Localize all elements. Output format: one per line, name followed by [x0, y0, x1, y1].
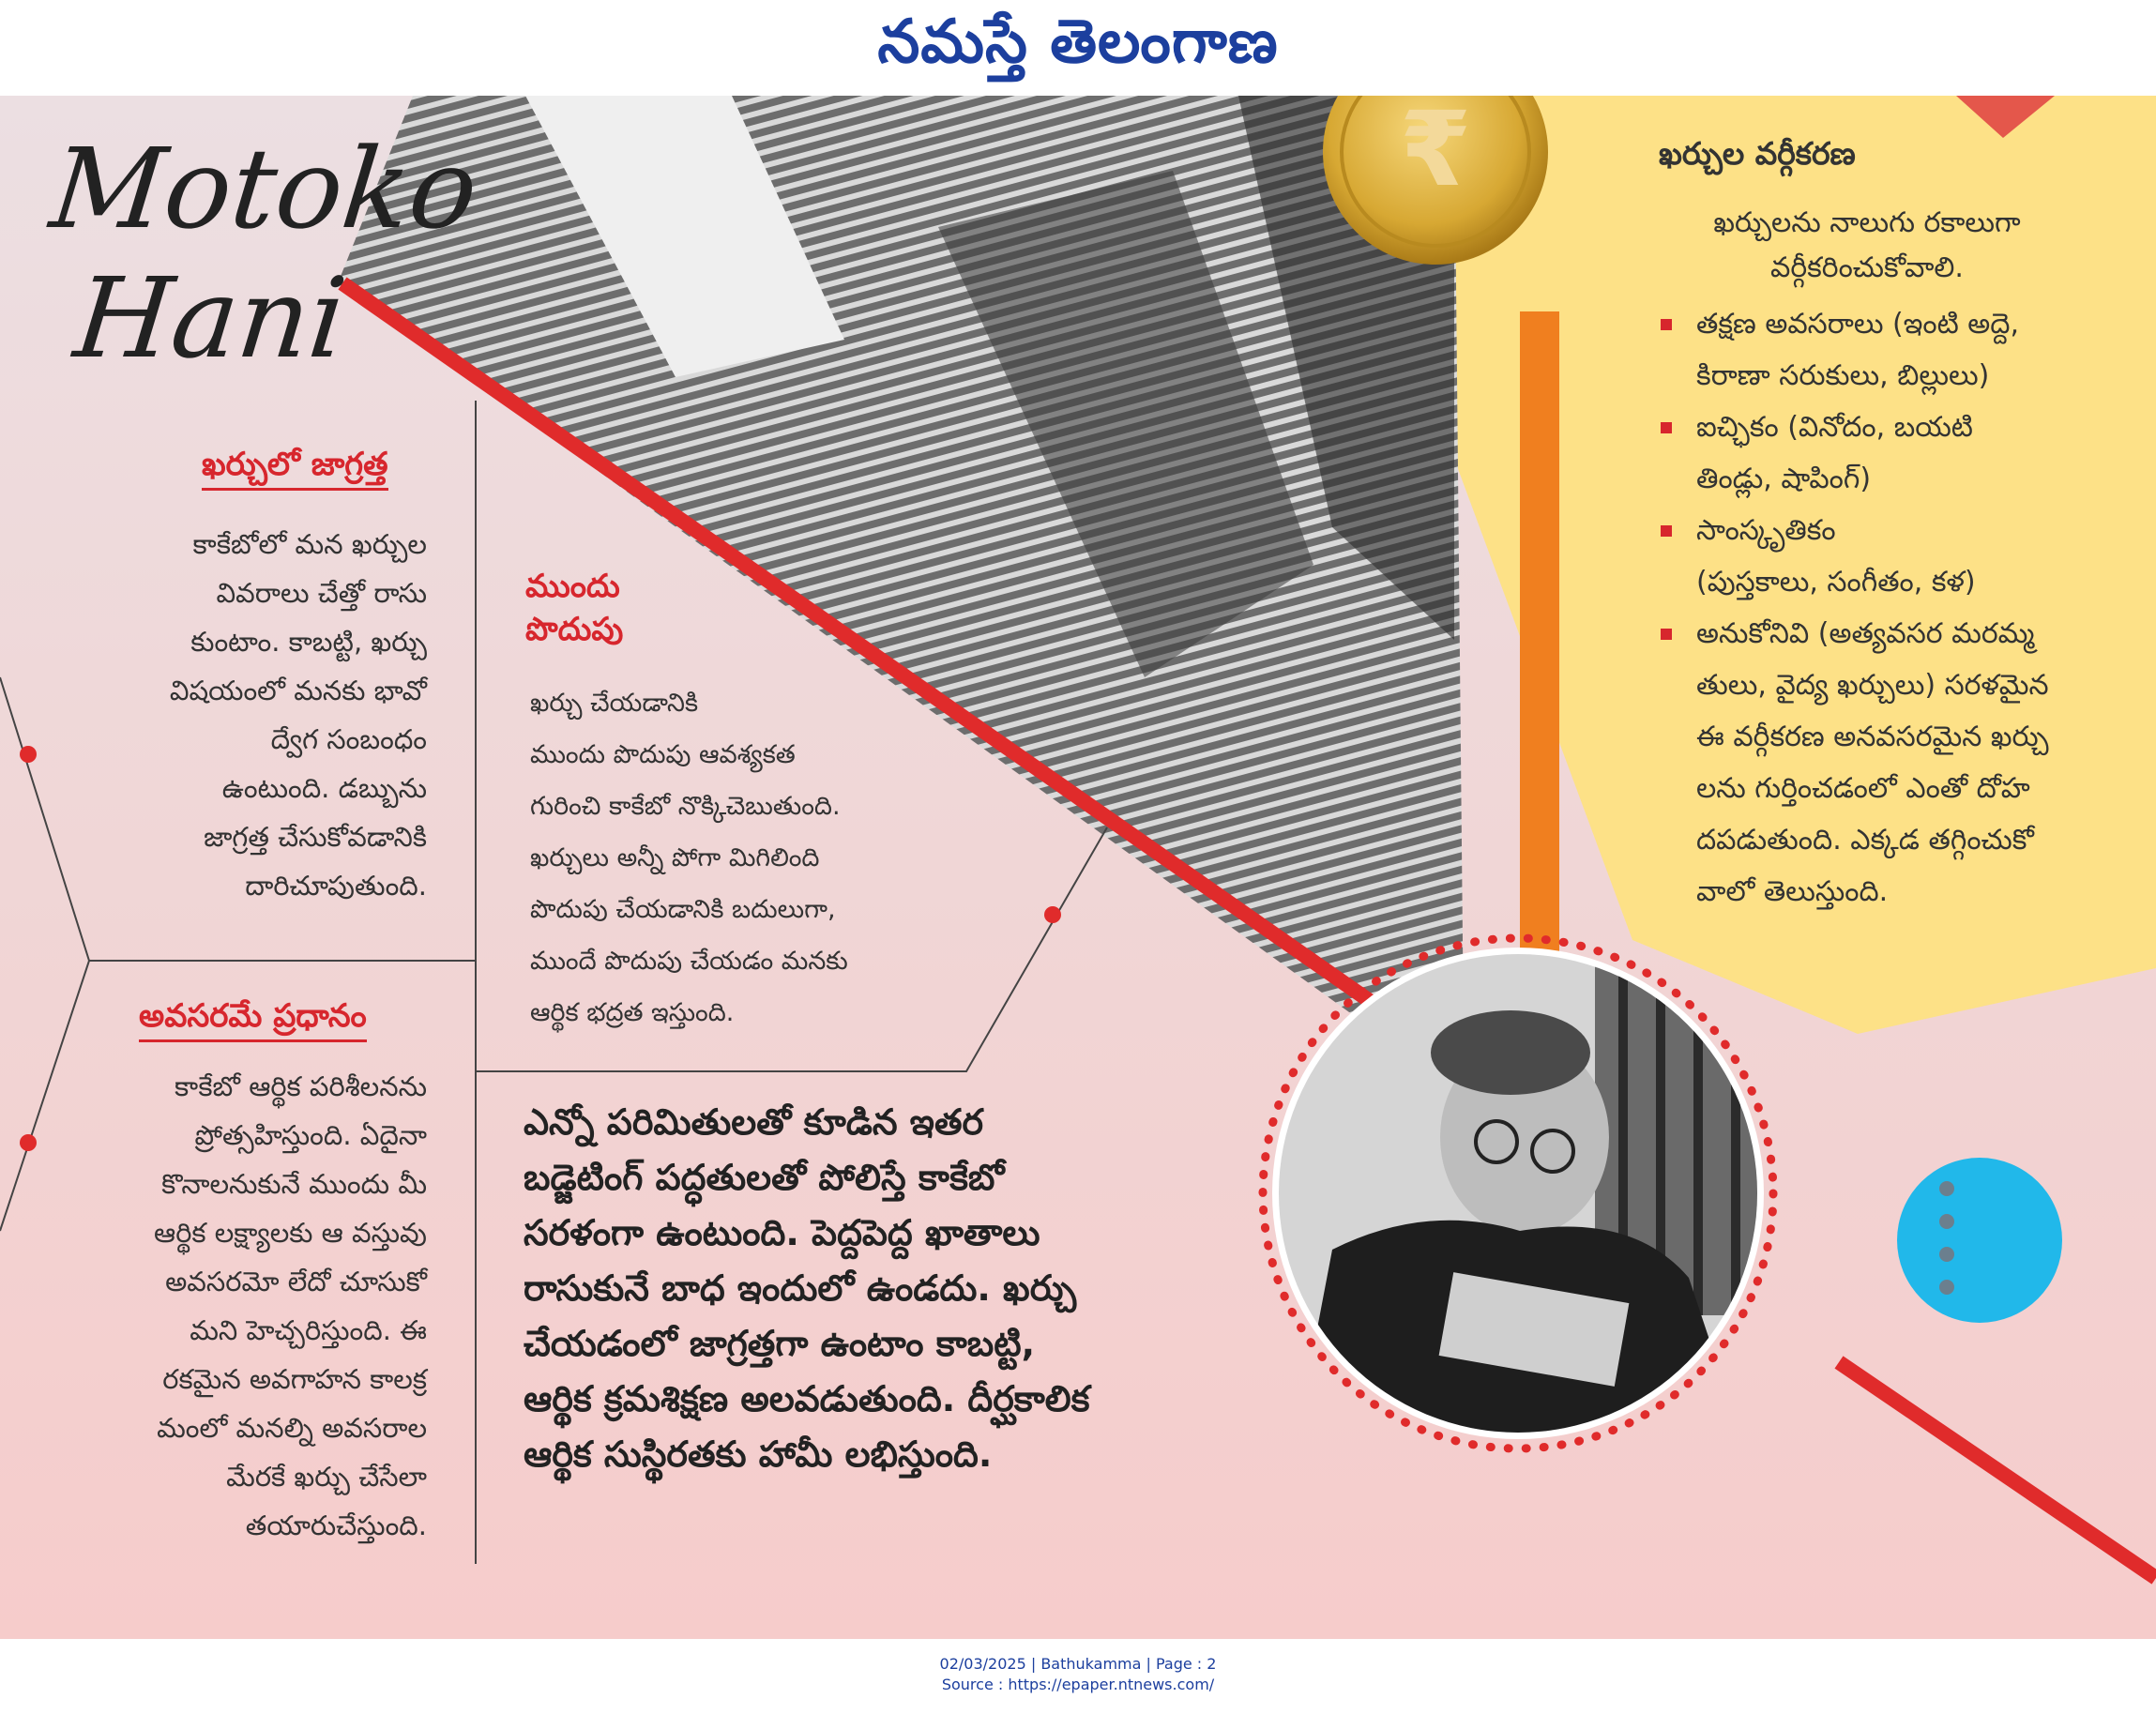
masthead-logo: నమస్తే తెలంగాణ [877, 8, 1279, 77]
main-paragraph-line: చేయడంలో జాగ్రత్తగా ఉంటాం కాబట్టి, [524, 1323, 1036, 1364]
main-paragraph-line: ఆర్థిక సుస్థిరతకు హామీ లభిస్తుంది. [524, 1433, 993, 1475]
section3-line: ఖర్చులు అన్నీ పోగా మిగిలింది [530, 843, 820, 872]
classification-tail-line: ఈ వర్గీకరణ అనవసరమైన ఖర్చు [1696, 720, 2049, 753]
classification-tail-line: లను గుర్తించడంలో ఎంతో దోహ [1696, 772, 2030, 805]
section2-line: కాకేబో ఆర్థిక పరిశీలనను [175, 1070, 427, 1102]
classification-item-line: తులు, వైద్య ఖర్చులు) సరళమైన [1696, 669, 2049, 702]
section2-line: రకమైన అవగాహన కాలక్ర [162, 1363, 427, 1395]
masthead [0, 0, 2156, 94]
orange-bar [1520, 311, 1559, 1043]
section2-body [75, 1062, 427, 1550]
section2-line: ఆర్థిక లక్ష్యాలకు ఆ వస్తువు [154, 1217, 427, 1249]
section2-line: అవసరమో లేదో చూసుకో [165, 1266, 427, 1297]
classification-tail-line: దపడుతుంది. ఎక్కడ తగ్గించుకో [1696, 824, 2034, 857]
section2-line: మేరకే ఖర్చు చేసేలా [226, 1461, 427, 1493]
section2-line: తయారుచేస్తుంది. [245, 1509, 427, 1541]
classification-intro-line: వర్గీకరించుకోవాలి. [1770, 251, 1964, 284]
section3-line: ఆర్థిక భద్రత ఇస్తుంది. [530, 998, 735, 1027]
section1-line: ద్వేగ సంబంధం [270, 723, 427, 755]
section1-body [94, 520, 427, 910]
main-paragraph-line: ఆర్థిక క్రమశిక్షణ అలవడుతుంది. దీర్ఘకాలిక [524, 1378, 1090, 1419]
section3-line: పొదుపు చేయడానికి బదులుగా, [530, 895, 836, 924]
section1-heading: ఖర్చులో జాగ్రత్త [202, 443, 388, 491]
section3-line: గురించి కాకేబో నొక్కిచెబుతుంది. [530, 792, 841, 821]
footer-date-line: 02/03/2025 | Bathukamma | Page : 2 [939, 1655, 1217, 1673]
bullet-icon [1661, 422, 1672, 433]
bullet-icon [1661, 629, 1672, 640]
section1-line: వివరాలు చేత్తో రాసు [216, 577, 427, 609]
section1-line: దారిచూపుతుంది. [245, 870, 427, 902]
section3-line: ఖర్చు చేయడానికి [530, 689, 699, 718]
classification-item [1661, 298, 2111, 402]
article-panel [0, 96, 2156, 1639]
title-line-2: Hani [68, 253, 353, 383]
bullet-icon [1661, 319, 1672, 330]
bullet-icon [1661, 525, 1672, 537]
section3-heading-line: ముందు [525, 568, 620, 605]
main-paragraph [524, 1095, 1237, 1482]
section3-line: ముందు పొదుపు ఆవశ్యకత [530, 740, 796, 769]
classification-item-line: తక్షణ అవసరాలు (ఇంటి అద్దె, [1696, 308, 2019, 341]
classification-tail-line: వాలో తెలుస్తుంది. [1696, 875, 1889, 908]
classification-title: ఖర్చుల వర్గీకరణ [1659, 135, 1856, 172]
classification-item-line: సాంస్కృతికం [1696, 514, 1836, 547]
title-line-1: Motoko [45, 124, 484, 253]
section1-line: కాకేబో‌లో మన ఖర్చుల [192, 528, 427, 560]
classification-item [1661, 402, 2111, 505]
classification-item-line: (పుస్తకాలు, సంగీతం, కళ) [1696, 566, 1976, 599]
page-footer [0, 1654, 2156, 1695]
section3-heading [525, 565, 623, 651]
classification-item [1661, 505, 2111, 608]
main-paragraph-line: రాసుకునే బాధ ఇందులో ఉండదు. ఖర్చు [524, 1267, 1077, 1309]
section2-line: మని హెచ్చరిస్తుంది. ఈ [190, 1314, 427, 1346]
svg-text:₹: ₹ [1399, 96, 1472, 209]
main-paragraph-line: బడ్జెటింగ్ పద్ధతులతో పోలిస్తే కాకేబో [524, 1157, 1005, 1198]
main-paragraph-line: సరళంగా ఉంటుంది. పెద్దపెద్ద ఖాతాలు [524, 1212, 1040, 1253]
classification-item-line: ఐచ్ఛికం (వినోదం, బయటి [1696, 411, 1973, 444]
section1-line: కుంటాం. కాబట్టి, ఖర్చు [190, 626, 427, 658]
section1-line: విషయంలో మనకు భావో [169, 675, 427, 706]
section1-line: ఉంటుంది. డబ్బును [221, 772, 427, 804]
classification-item-line: తిండ్లు, షాపింగ్) [1696, 463, 1872, 495]
classification-item-line: కిరాణా సరుకులు, బిల్లులు) [1696, 359, 1990, 392]
classification-item-line: అనుకోనివి (అత్యవసర మరమ్మ [1696, 617, 2035, 650]
classification-list [1661, 298, 2111, 918]
classification-item [1661, 608, 2111, 918]
section2-line: కొనాలనుకునే ముందు మీ [161, 1168, 427, 1200]
section2-line: ప్రోత్సహిస్తుంది. ఏదైనా [194, 1119, 427, 1151]
section3-body [530, 677, 971, 1039]
article-title [31, 124, 483, 383]
section3-heading-line: పొదుపు [525, 611, 624, 648]
classification-intro-line: ఖర్చులను నాలుగు రకాలుగా [1713, 206, 2021, 239]
classification-intro [1679, 201, 2055, 291]
section3-line: ముందే పొదుపు చేయడం మనకు [530, 947, 848, 976]
main-paragraph-line: ఎన్నో పరిమితులతో కూడిన ఇతర [524, 1101, 984, 1143]
section2-heading: అవసరమే ప్రధానం [139, 994, 367, 1042]
section1-line: జాగ్రత్త చేసుకోవడానికి [204, 821, 427, 853]
cyan-circle [1897, 1158, 2062, 1323]
footer-source-line: Source : https://epaper.ntnews.com/ [941, 1676, 1215, 1693]
section2-line: మంలో మనల్ని అవసరాల [157, 1412, 427, 1444]
